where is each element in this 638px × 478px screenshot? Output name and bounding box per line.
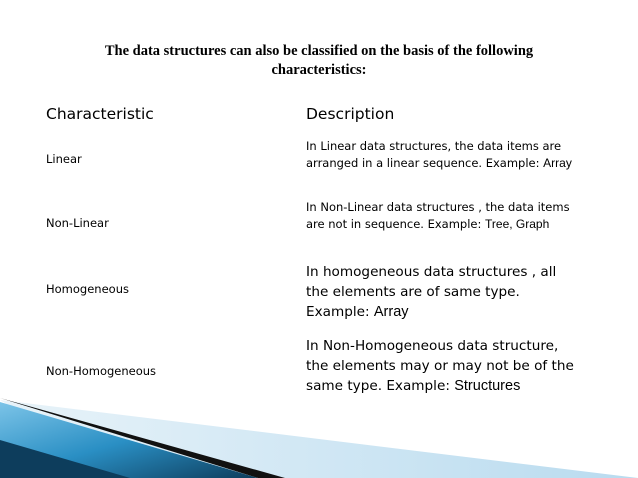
- row-nonhomogeneous-description: [306, 336, 576, 396]
- row-linear-characteristic: Linear: [46, 152, 82, 166]
- row-homogeneous-characteristic: Homogeneous: [46, 282, 129, 296]
- row-nonlinear-characteristic: Non-Linear: [46, 216, 109, 230]
- row-linear-description: [306, 138, 576, 171]
- row-nonlinear-description: [306, 199, 576, 232]
- row-homogeneous-description: [306, 262, 576, 322]
- slide-title: The data structures can also be classified on the basis of the following characteristics:: [104, 43, 534, 78]
- description-header: Description: [306, 105, 395, 123]
- row-homogeneous-example: Array: [373, 304, 409, 320]
- row-nonlinear-example: Tree, Graph: [485, 216, 550, 231]
- row-nonhomogeneous-example: Structures: [454, 378, 521, 394]
- row-nonlinear-description-text: In Non-Linear data structures , the data items are not in sequence. Example:: [306, 200, 570, 231]
- characteristic-header: Characteristic: [46, 105, 154, 123]
- row-homogeneous-description-text: In homogeneous data structures , all the elements are of same type. Example:: [306, 264, 557, 320]
- row-nonhomogeneous-characteristic: Non-Homogeneous: [46, 364, 157, 378]
- row-linear-example: Array: [543, 155, 572, 170]
- row-linear-description-text: In Linear data structures, the data items are arranged in a linear sequence. Example:: [306, 139, 562, 170]
- row-nonhomogeneous-description-text: In Non-Homogeneous data structure, the elements may or may not be of the same type. Example:: [306, 338, 574, 394]
